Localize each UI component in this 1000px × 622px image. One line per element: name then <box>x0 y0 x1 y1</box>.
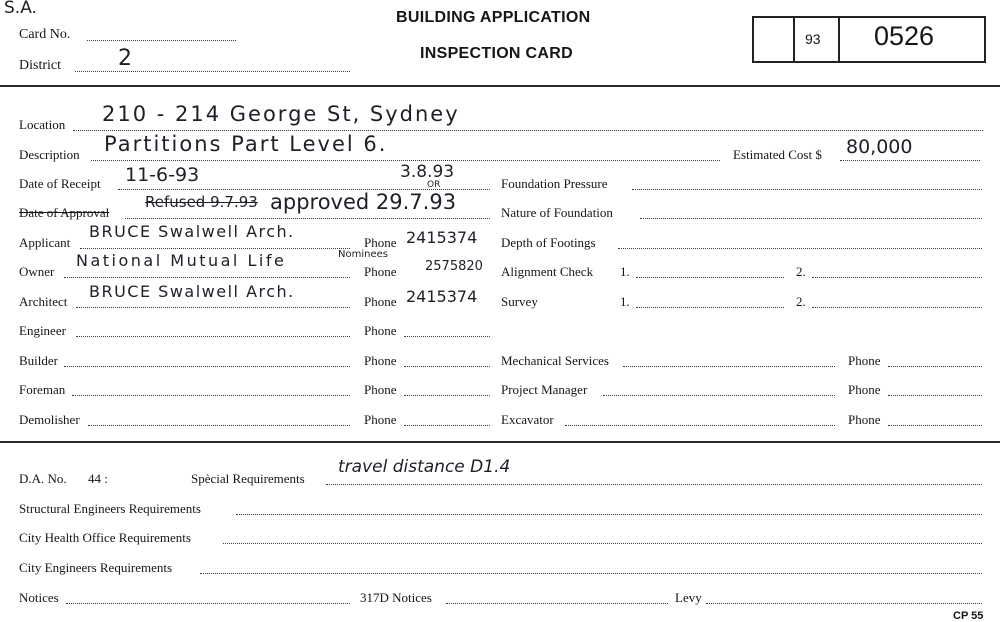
city-engineers-label: City Engineers Requirements <box>19 560 173 575</box>
special-field[interactable] <box>326 484 982 485</box>
estimated-cost-label: Estimated Cost $ <box>733 147 822 162</box>
demolisher-phone-label: Phone <box>364 412 397 427</box>
card-number-box <box>752 16 986 63</box>
owner-phone: 2575820 <box>425 259 483 274</box>
da-label: D.A. No. <box>19 471 67 486</box>
corner-note: S.A. <box>4 0 37 18</box>
or-note: OR <box>427 180 441 190</box>
project-manager-phone-field[interactable] <box>888 395 982 396</box>
location-label: Location <box>19 117 66 132</box>
notices-label: Notices <box>19 590 59 605</box>
architect-label: Architect <box>19 294 68 309</box>
survey-field-1[interactable] <box>636 307 784 308</box>
applicant-label: Applicant <box>19 235 71 250</box>
foreman-phone-field[interactable] <box>404 395 490 396</box>
city-engineers-field[interactable] <box>200 573 982 574</box>
architect-phone-label: Phone <box>364 294 397 309</box>
applicant-value: BRUCE Swalwell Arch. <box>89 222 295 241</box>
estimated-cost-field[interactable] <box>840 160 980 161</box>
alignment-check-field-2[interactable] <box>812 277 982 278</box>
receipt-label: Date of Receipt <box>19 176 101 191</box>
owner-label: Owner <box>19 264 55 279</box>
survey-num-1: 1. <box>620 294 630 309</box>
district-value: 2 <box>118 46 132 71</box>
applicant-phone: 2415374 <box>406 228 478 247</box>
demolisher-label: Demolisher <box>19 412 80 427</box>
box-divider-1 <box>793 16 795 63</box>
rule-middle <box>0 441 1000 443</box>
box-divider-2 <box>838 16 840 63</box>
levy-label: Levy <box>675 590 702 605</box>
foundation-pressure-label: Foundation Pressure <box>501 176 608 191</box>
mechanical-phone-field[interactable] <box>888 366 982 367</box>
builder-label: Builder <box>19 353 58 368</box>
approval-label: Date of Approval <box>19 205 110 220</box>
description-label: Description <box>19 147 80 162</box>
structural-label: Structural Engineers Requirements <box>19 501 201 516</box>
alignment-num-2: 2. <box>796 264 806 279</box>
approved-value: approved 29.7.93 <box>270 190 457 214</box>
levy-field[interactable] <box>706 603 982 604</box>
alignment-check-field-1[interactable] <box>636 277 784 278</box>
engineer-phone-field[interactable] <box>404 336 490 337</box>
rule-top <box>0 85 1000 87</box>
da-value: 44 : <box>88 471 108 486</box>
health-field[interactable] <box>223 543 982 544</box>
owner-phone-label: Phone <box>364 264 397 279</box>
district-label: District <box>19 58 61 73</box>
foreman-field[interactable] <box>72 395 350 396</box>
demolisher-field[interactable] <box>88 425 350 426</box>
foreman-phone-label: Phone <box>364 382 397 397</box>
description-value: Partitions Part Level 6. <box>104 132 388 156</box>
alignment-check-label: Alignment Check <box>501 264 594 279</box>
project-manager-phone-label: Phone <box>848 382 881 397</box>
description-field[interactable] <box>91 160 720 161</box>
builder-phone-label: Phone <box>364 353 397 368</box>
depth-of-footings-label: Depth of Footings <box>501 235 596 250</box>
notices-317d-label: 317D Notices <box>360 590 432 605</box>
mechanical-phone-label: Phone <box>848 353 881 368</box>
survey-label: Survey <box>501 294 538 309</box>
card-no-field[interactable] <box>87 40 236 41</box>
special-label: Spècial Requirements <box>191 471 305 486</box>
receipt-extra-value: 3.8.93 <box>400 162 455 182</box>
title-line-1: BUILDING APPLICATION <box>396 9 591 26</box>
architect-value: BRUCE Swalwell Arch. <box>89 282 295 301</box>
excavator-label: Excavator <box>501 412 554 427</box>
form-code: CP 55 <box>953 610 984 622</box>
approval-field[interactable] <box>125 218 490 219</box>
title-line-2: INSPECTION CARD <box>420 45 573 62</box>
foundation-pressure-field[interactable] <box>632 189 982 190</box>
nature-of-foundation-field[interactable] <box>640 218 982 219</box>
alignment-num-1: 1. <box>620 264 630 279</box>
engineer-field[interactable] <box>76 336 350 337</box>
depth-of-footings-field[interactable] <box>618 248 982 249</box>
survey-num-2: 2. <box>796 294 806 309</box>
engineer-label: Engineer <box>19 323 66 338</box>
card-number: 0526 <box>874 21 935 51</box>
owner-value: National Mutual Life <box>76 251 287 270</box>
mechanical-label: Mechanical Services <box>501 353 609 368</box>
project-manager-field[interactable] <box>603 395 835 396</box>
receipt-value: 11-6-93 <box>125 164 200 186</box>
project-manager-label: Project Manager <box>501 382 588 397</box>
foreman-label: Foreman <box>19 382 66 397</box>
architect-field[interactable] <box>76 307 350 308</box>
applicant-phone-label: Phone <box>364 235 397 250</box>
owner-field[interactable] <box>64 277 350 278</box>
notices-317d-field[interactable] <box>446 603 668 604</box>
health-label: City Health Office Requirements <box>19 530 191 545</box>
owner-note: Nominees <box>338 249 388 260</box>
location-field[interactable] <box>73 130 983 131</box>
district-field[interactable] <box>75 71 350 72</box>
refused-value: Refused 9.7.93 <box>145 193 258 211</box>
survey-field-2[interactable] <box>812 307 982 308</box>
demolisher-phone-field[interactable] <box>404 425 490 426</box>
builder-phone-field[interactable] <box>404 366 490 367</box>
year-box: 93 <box>805 31 821 47</box>
notices-field[interactable] <box>66 603 350 604</box>
mechanical-field[interactable] <box>623 366 835 367</box>
excavator-phone-field[interactable] <box>888 425 982 426</box>
structural-field[interactable] <box>236 514 982 515</box>
nature-of-foundation-label: Nature of Foundation <box>501 205 613 220</box>
architect-phone: 2415374 <box>406 287 478 306</box>
card-no-label: Card No. <box>19 27 71 42</box>
builder-field[interactable] <box>64 366 350 367</box>
estimated-cost-value: 80,000 <box>846 136 913 158</box>
engineer-phone-label: Phone <box>364 323 397 338</box>
applicant-field[interactable] <box>80 248 350 249</box>
excavator-field[interactable] <box>565 425 835 426</box>
special-value: travel distance D1.4 <box>338 457 511 477</box>
excavator-phone-label: Phone <box>848 412 881 427</box>
location-value: 210 - 214 George St, Sydney <box>102 102 460 126</box>
